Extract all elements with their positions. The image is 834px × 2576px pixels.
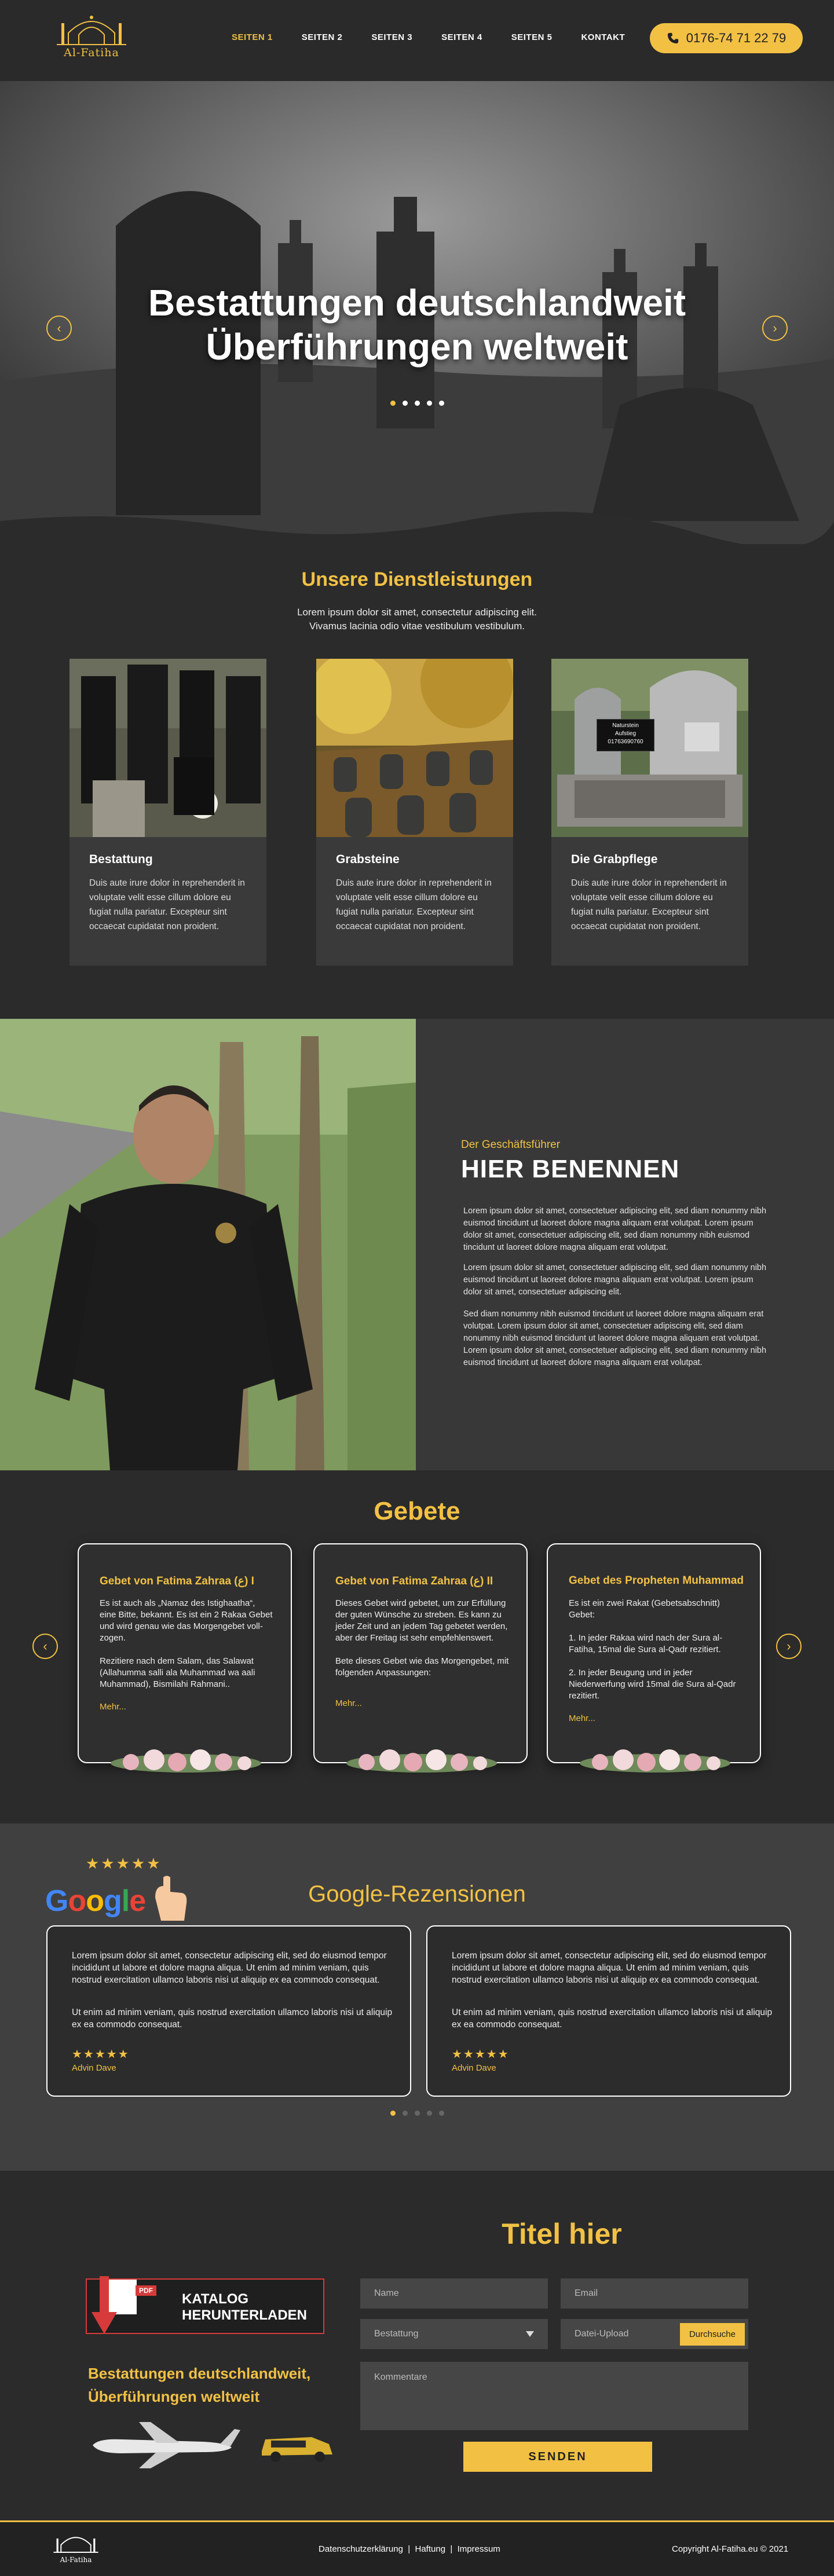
pdf-label: PDF [136,2285,156,2296]
owner-photo [0,1019,416,1470]
name-field[interactable]: Name [360,2278,548,2309]
nav-item-seiten-5[interactable]: SEITEN 5 [511,32,553,42]
prayers-prev-button[interactable]: ‹ [32,1634,58,1659]
stone-sign-line3: 01763690760 [608,739,643,745]
browse-button[interactable]: Durchsuche [680,2323,745,2346]
catalog-label [182,2291,307,2324]
reviews-dot-2[interactable] [403,2111,408,2116]
prayer-card [313,1543,528,1763]
nav-item-seiten-1[interactable]: SEITEN 1 [232,32,273,42]
logo[interactable] [51,13,132,65]
service-card-grabsteine[interactable] [316,659,513,966]
airplane-icon [87,2422,243,2468]
review-author: Advin Dave [452,2063,496,2073]
review-author: Advin Dave [72,2063,116,2073]
send-button[interactable]: SENDEN [463,2442,652,2472]
funeral-image [70,659,266,837]
prayer-card [547,1543,761,1763]
review-stars: ★★★★★ [72,2048,130,2061]
prayer-text: Dieses Gebet wird gebetet, um zur Erfüllung der guten Wünsche zu streben. Es kann zu jeder Zeit und an jedem Tag gebetet werden, aber der Freitag ist sehr empfehlenswert. Bete dieses Gebet wie das Morgengebet, mit folgenden Anpassungen: [335,1598,509,1678]
hero-next-button[interactable]: › [762,315,788,341]
hero-title-line1: Bestattungen deutschlandweit [148,282,686,324]
grave-care-image [551,659,748,837]
google-logo: Google [45,1884,146,1918]
hero-dot-5[interactable] [439,401,444,406]
prayer-more-link[interactable]: Mehr... [335,1698,362,1708]
owner-paragraph-1: Lorem ipsum dolor sit amet, consectetuer adipiscing elit, sed diam nonummy nibh euismod tincidunt ut laoreet dolore magna aliquam erat volutpat. Lorem ipsum dolor sit amet, consectetuer adipiscing elit, sed diam nonummy nibh euismod tincidunt ut laoreet dolore magna aliquam erat volutpat. [463,1206,767,1252]
prayer-title: Gebet des Propheten Muhammad [569,1575,744,1587]
prayers-title: Gebete [374,1497,460,1525]
catalog-label-line1: KATALOG [182,2291,249,2307]
logo-text: Al-Fatiha [64,46,119,59]
mosque-logo-icon [51,13,132,47]
nav-item-seiten-3[interactable]: SEITEN 3 [371,32,413,42]
pdf-download-icon [92,2276,138,2340]
phone-icon [667,32,679,45]
stone-sign-line2: Aufstieg [614,731,637,737]
reviews-dot-5[interactable] [439,2111,444,2116]
flowers-decoration [577,1745,733,1779]
service-title: Bestattung [89,853,153,866]
contact-tagline [88,2362,310,2408]
review-card [46,1925,411,2097]
hero-dot-4[interactable] [427,401,432,406]
review-text-1: Lorem ipsum dolor sit amet, consectetur adipiscing elit, sed do eiusmod tempor incididunt ut labore et dolore magna aliqua. Ut enim ad minim veniam, quis nostrud exercitation ullamco laboris nisi ut aliquip ex ea commodo consequat. [72,1951,387,1985]
phone-button[interactable] [650,23,803,53]
tagline-line2: Überführungen weltweit [88,2388,260,2405]
services-title: Unsere Dienstleistungen [301,568,533,590]
file-upload-label: Datei-Upload [575,2329,629,2339]
owner-heading: HIER BENENNEN [461,1155,680,1183]
reviews-dot-4[interactable] [427,2111,432,2116]
hero-dot-3[interactable] [415,401,420,406]
main-nav [232,32,654,42]
service-card-grabpflege[interactable] [551,659,748,966]
service-text: Duis aute irure dolor in reprehenderit in voluptate velit esse cillum dolore eu fugiat nulla pariatur. Excepteur sint occaecat cupidatat non proident. [89,878,245,931]
footer-link-datenschutz[interactable]: Datenschutzerklärung [319,2544,403,2554]
email-field[interactable]: Email [561,2278,748,2309]
service-select-value: Bestattung [374,2329,419,2339]
google-stars: ★★★★★ [86,1855,162,1872]
stone-sign [597,719,654,751]
reviews-dot-3[interactable] [415,2111,420,2116]
review-stars: ★★★★★ [452,2048,510,2061]
footer-links: Datenschutzerklärung | Haftung | Impressum [319,2544,500,2554]
hero-dot-2[interactable] [403,401,408,406]
hero-prev-button[interactable]: ‹ [46,315,72,341]
footer-link-haftung[interactable]: Haftung [415,2544,446,2554]
hero-dot-1[interactable] [390,401,396,406]
file-upload-field[interactable] [561,2319,748,2349]
footer-logo[interactable] [50,2530,102,2571]
reviews-title: Google-Rezensionen [308,1881,526,1907]
prayer-text: Es ist auch als „Namaz des Istighaatha“, eine Bitte, bekannt. Es ist ein 2 Rakaa Gebet und wird genau wie das Morgengebet vollzogen. Rezitiere nach dem Salam, das Salawat (Allahumma salli ala Muhammad wa aali Muhammad), Bismilahi Rahmani.. [100,1598,273,1689]
services-lead-line2: Vivamus lacinia odio vitae vestibulum vestibulum. [309,621,525,632]
catalog-label-line2: HERUNTERLADEN [182,2307,307,2323]
hero-title [0,281,834,369]
prayers-next-button[interactable]: › [776,1634,802,1659]
footer-logo-text: Al-Fatiha [60,2556,92,2564]
service-select[interactable] [360,2319,548,2349]
nav-item-seiten-2[interactable]: SEITEN 2 [301,32,343,42]
prayer-more-link[interactable]: Mehr... [100,1702,126,1712]
site-footer [0,2520,834,2576]
reviews-dot-1[interactable] [390,2111,396,2116]
contact-title: Titel hier [502,2218,622,2250]
catalog-download-button[interactable] [86,2278,324,2334]
review-card [426,1925,791,2097]
footer-copyright: Copyright Al-Fatiha.eu © 2021 [672,2544,789,2554]
prayer-card [78,1543,292,1763]
nav-item-seiten-4[interactable]: SEITEN 4 [441,32,482,42]
owner-paragraph-3: Sed diam nonummy nibh euismod tincidunt ut laoreet dolore magna aliquam erat volutpat. Lorem ipsum dolor sit amet, consectetuer adipiscing elit, sed diam nonummy nibh euismod tincidunt ut laoreet dolore magna aliquam erat volutpat. Lorem ipsum dolor sit amet, consectetuer adipiscing elit, sed diam nonummy nibh euismod tincidunt ut laoreet dolore magna aliquam erat volutpat. [463,1309,767,1367]
hearse-icon [259,2431,335,2464]
phone-number: 0176-74 71 22 79 [686,31,787,45]
comment-textarea[interactable]: Kommentare [360,2362,748,2430]
review-text-1: Lorem ipsum dolor sit amet, consectetur adipiscing elit, sed do eiusmod tempor incididunt ut labore et dolore magna aliqua. Ut enim ad minim veniam, quis nostrud exercitation ullamco laboris nisi ut aliquip ex ea commodo consequat. [452,1951,767,1985]
service-text: Duis aute irure dolor in reprehenderit in voluptate velit esse cillum dolore eu fugiat nulla pariatur. Excepteur sint occaecat cupidatat non proident. [336,878,492,931]
prayer-more-link[interactable]: Mehr... [569,1713,595,1723]
site-header [0,0,834,81]
flowers-decoration [343,1745,500,1779]
prayer-title: Gebet von Fatima Zahraa (ع) II [335,1575,493,1587]
tagline-line1: Bestattungen deutschlandweit, [88,2365,311,2382]
service-card-bestattung[interactable] [70,659,266,966]
hero-pagination [0,401,834,406]
reviews-pagination [0,2111,834,2116]
prayer-text: Es ist ein zwei Rakat (Gebetsabschnitt) Gebet: 1. In jeder Rakaa wird nach der Sura al-Fatiha, 15mal die Sura al-Qadr rezitiert. 2. In jeder Beugung und in jeder Niederwerfung wird 15mal die Sura al-Qadr rezitiert. [569,1598,736,1701]
services-lead-line1: Lorem ipsum dolor sit amet, consectetur adipiscing elit. [297,607,537,618]
hero-slider [0,81,834,544]
prayer-title: Gebet von Fatima Zahraa (ع) I [100,1575,254,1587]
stone-sign-line1: Naturstein [612,722,639,729]
nav-item-kontakt[interactable]: KONTAKT [581,32,626,42]
flowers-decoration [108,1745,264,1779]
footer-link-impressum[interactable]: Impressum [457,2544,500,2554]
mosque-logo-icon [50,2530,102,2556]
review-text-2: Ut enim ad minim veniam, quis nostrud exercitation ullamco laboris nisi ut aliquip ex ea commodo consequat. [72,2008,393,2030]
review-text-2: Ut enim ad minim veniam, quis nostrud exercitation ullamco laboris nisi ut aliquip ex ea commodo consequat. [452,2008,773,2030]
chevron-down-icon [526,2331,534,2337]
gravestones-image [316,659,513,837]
owner-paragraph-2: Lorem ipsum dolor sit amet, consectetuer adipiscing elit, sed diam nonummy nibh euismod tincidunt ut laoreet dolore magna aliquam erat volutpat. Lorem ipsum dolor sit amet, consectetuer adipiscing elit. [463,1263,767,1297]
service-text: Duis aute irure dolor in reprehenderit in voluptate velit esse cillum dolore eu fugiat nulla pariatur. Excepteur sint occaecat cupidatat non proident. [571,878,727,931]
service-title: Grabsteine [336,853,400,866]
owner-subtitle: Der Geschäftsführer [461,1139,561,1151]
service-title: Die Grabpflege [571,853,658,866]
services-lead [0,606,834,633]
hero-title-line2: Überführungen weltweit [206,326,628,368]
